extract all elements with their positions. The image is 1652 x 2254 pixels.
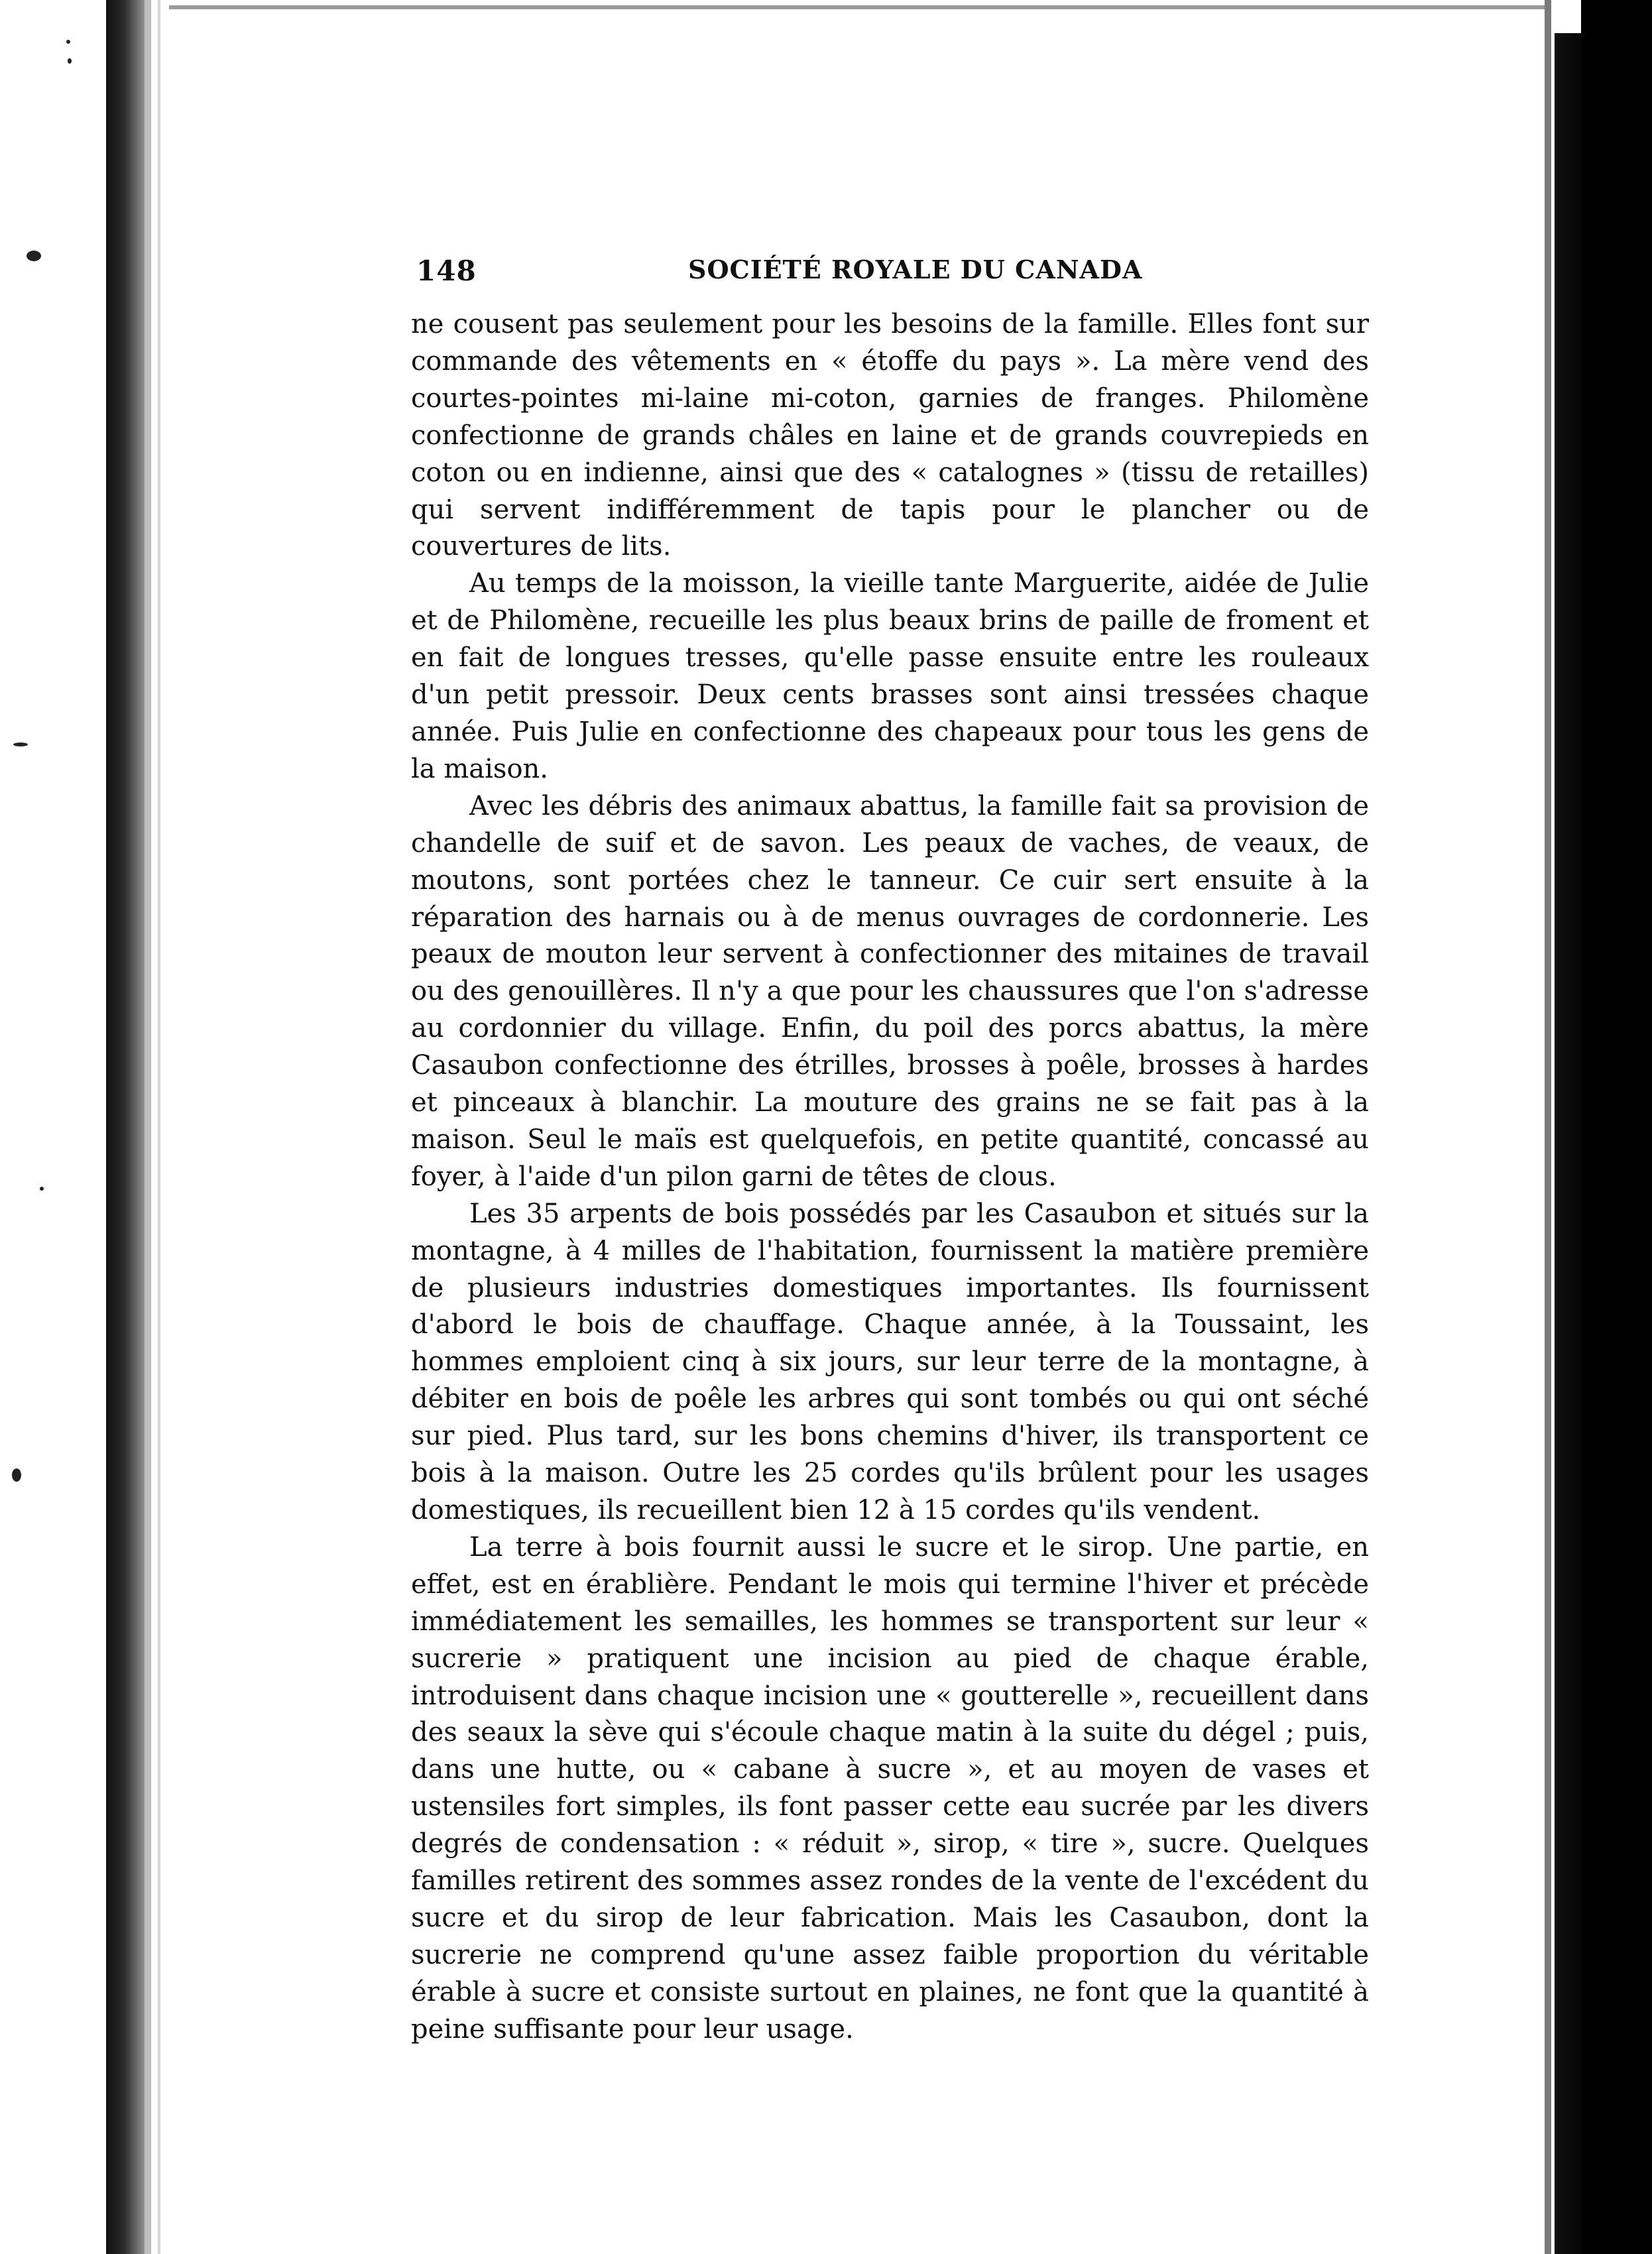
scan-speck	[68, 58, 72, 64]
paragraph: ne cousent pas seulement pour les besoins de la famille. Elles font sur commande des vêtements en « étoffe du pays ». La mère vend des courtes-pointes mi-laine mi-coton, garnies de franges. Philomène confectionne de grands châles en laine et de grands couvrepieds en coton ou en indienne, ainsi que des « catalognes » (tissu de retailles) qui servent indifféremment de tapis pour le plancher ou de couvertures de lits.	[411, 309, 1369, 562]
paragraph: Avec les débris des animaux abattus, la famille fait sa provision de chandelle de suif et de savon. Les peaux de vaches, de veaux, de moutons, sont portées chez le tanneur. Ce cuir sert ensuite à la réparation des harnais ou à de menus ouvrages de cordonnerie. Les peaux de mouton leur servent à confectionner des mitaines de travail ou des genouillères. Il n'y a que pour les chaussures que l'on s'adresse au cordonnier du village. Enfin, du poil des porcs abattus, la mère Casaubon confectionne des étrilles, brosses à poêle, brosses à hardes et pinceaux à blanchir. La mouture des grains ne se fait pas à la maison. Seul le maïs est quelquefois, en petite quantité, concassé au foyer, à l'aide d'un pilon garni de têtes de clous.	[411, 790, 1369, 1192]
scan-speck	[40, 1187, 44, 1191]
book-spine-shadow	[106, 0, 146, 2254]
page-top-edge	[169, 5, 1548, 9]
scan-border-right-strip	[1581, 0, 1652, 2254]
body-text	[411, 306, 1369, 2048]
paragraph: Au temps de la moisson, la vieille tante Marguerite, aidée de Julie et de Philomène, recueille les plus beaux brins de paille de froment et en fait de longues tresses, qu'elle passe ensuite entre les rouleaux d'un petit pressoir. Deux cents brasses sont ainsi tressées chaque année. Puis Julie en confectionne des chapeaux pour tous les gens de la maison.	[411, 568, 1369, 784]
scan-speck	[66, 40, 70, 44]
scan-speck	[12, 1468, 21, 1482]
running-head	[416, 247, 1371, 293]
page-edge-inner	[158, 0, 160, 2254]
page-number: 148	[416, 255, 477, 287]
journal-title: SOCIÉTÉ ROYALE DU CANADA	[688, 255, 1143, 284]
page-right-edge	[1545, 0, 1551, 2254]
scan-speck	[27, 251, 41, 261]
page-edge	[145, 0, 151, 2254]
paragraph: Les 35 arpents de bois possédés par les Casaubon et situés sur la montagne, à 4 milles de l'habitation, fournissent la matière première de plusieurs industries domestiques importantes. Ils fournissent d'abord le bois de chauffage. Chaque année, à la Toussaint, les hommes emploient cinq à six jours, sur leur terre de la montagne, à débiter en bois de poêle les arbres qui sont tombés ou qui ont séché sur pied. Plus tard, sur les bons chemins d'hiver, ils transportent ce bois à la maison. Outre les 25 cordes qu'ils brûlent pour les usages domestiques, ils recueillent bien 12 à 15 cordes qu'ils vendent.	[411, 1198, 1369, 1525]
scan-speck	[13, 742, 28, 746]
paragraph: La terre à bois fournit aussi le sucre et le sirop. Une partie, en effet, est en érablière. Pendant le mois qui termine l'hiver et précède immédiatement les semailles, les hommes se transportent sur leur « sucrerie » pratiquent une incision au pied de chaque érable, introduisent dans chaque incision une « goutterelle », recueillent dans des seaux la sève qui s'écoule chaque matin à la suite du dégel ; puis, dans une hutte, ou « cabane à sucre », et au moyen de vases et ustensiles fort simples, ils font passer cette eau sucrée par les divers degrés de condensation : « réduit », sirop, « tire », sucre. Quelques familles retirent des sommes assez rondes de la vente de l'excédent du sucre et du sirop de leur fabrication. Mais les Casaubon, dont la sucrerie ne comprend qu'une assez faible proportion du véritable érable à sucre et consiste surtout en plaines, ne font que la quantité à peine suffisante pour leur usage.	[411, 1531, 1369, 2045]
